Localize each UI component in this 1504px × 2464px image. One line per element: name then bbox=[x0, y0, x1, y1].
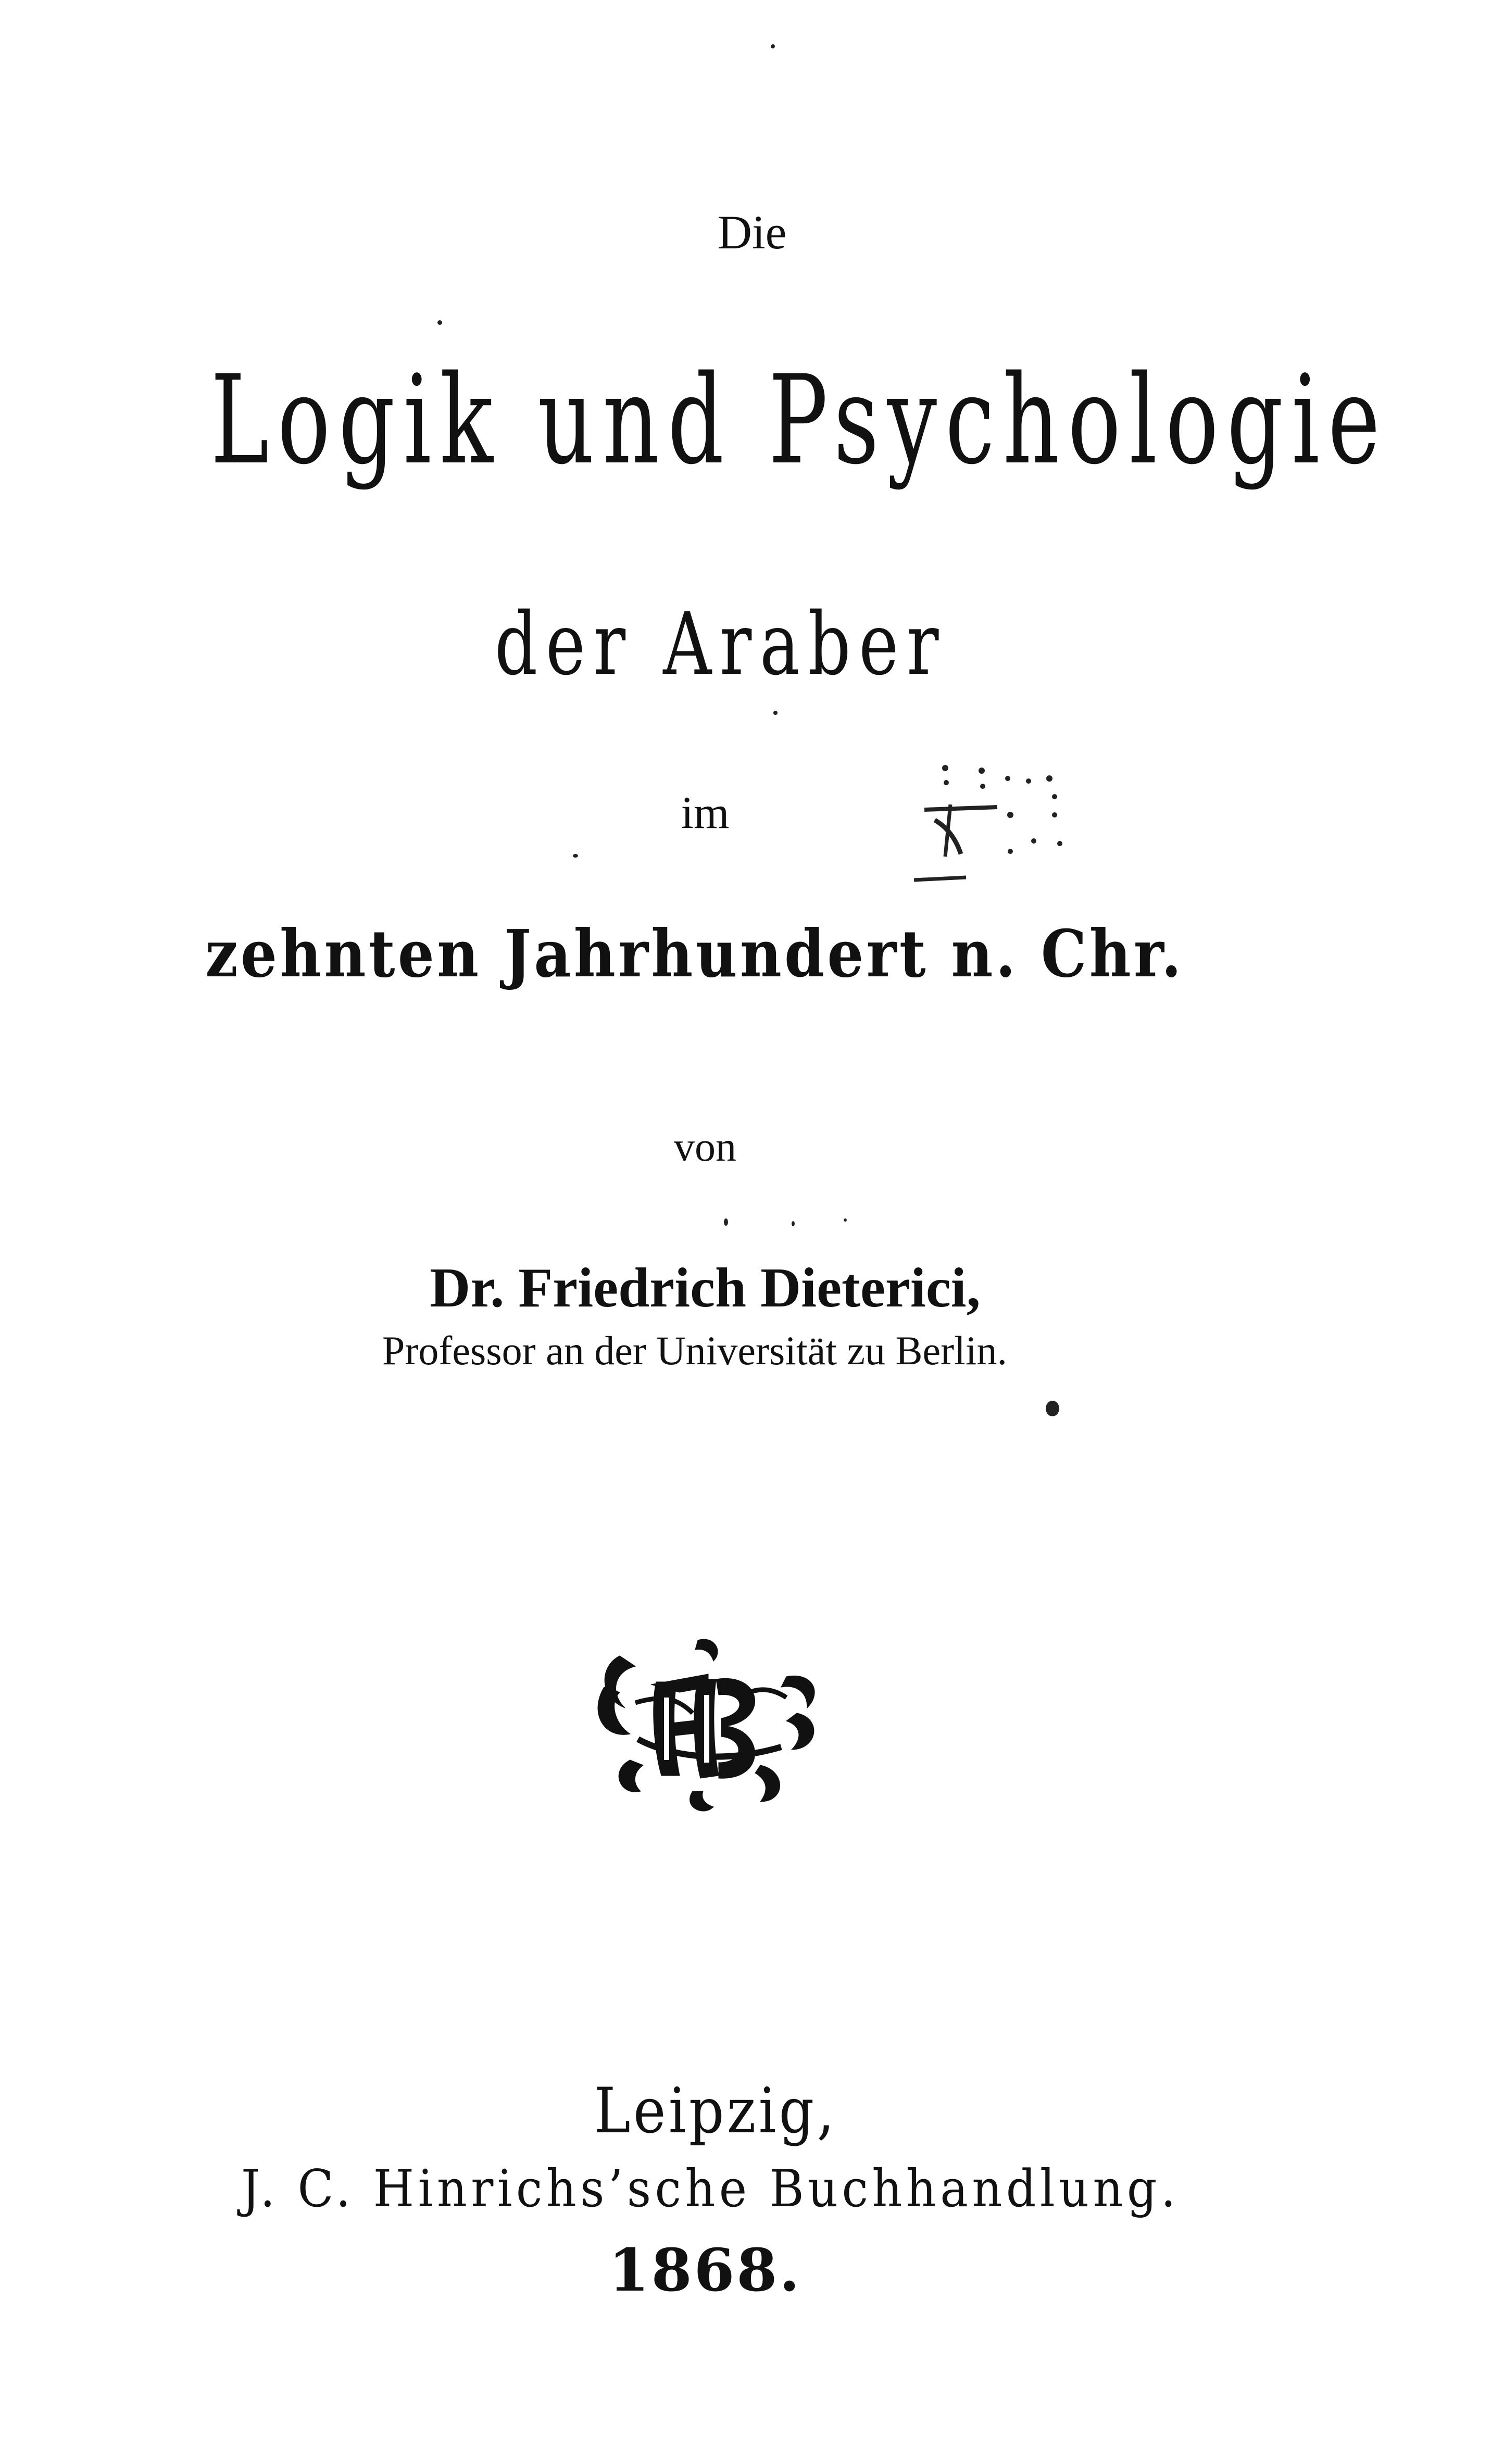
title-article: Die bbox=[717, 206, 787, 259]
publisher-name: J. C. Hinrichs’sche Buchhandlung. bbox=[241, 2159, 1180, 2219]
ink-speck bbox=[792, 1221, 795, 1226]
publication-place: Leipzig, bbox=[594, 2075, 837, 2147]
by-line: von bbox=[674, 1124, 736, 1170]
ink-speck bbox=[437, 320, 442, 325]
author-position: Professor an der Universität zu Berlin. bbox=[382, 1328, 1007, 1373]
ink-speck bbox=[1046, 1401, 1059, 1416]
ink-speck bbox=[724, 1218, 728, 1226]
main-title: Logik und Psychologie bbox=[210, 349, 1388, 492]
author-name: Dr. Friedrich Dieterici, bbox=[430, 1257, 981, 1319]
publication-year: 1868. bbox=[608, 2236, 802, 2305]
ornamental-monogram-icon bbox=[588, 1635, 828, 1817]
ink-speck bbox=[573, 854, 578, 858]
ink-stamp-icon bbox=[904, 758, 1075, 893]
period-line: zehnten Jahrhundert n. Chr. bbox=[205, 916, 1184, 992]
title-preposition: im bbox=[681, 788, 730, 838]
ink-speck bbox=[773, 711, 778, 715]
title-continued: der Araber bbox=[494, 594, 947, 694]
ink-speck bbox=[771, 44, 775, 48]
ink-speck bbox=[844, 1218, 847, 1222]
